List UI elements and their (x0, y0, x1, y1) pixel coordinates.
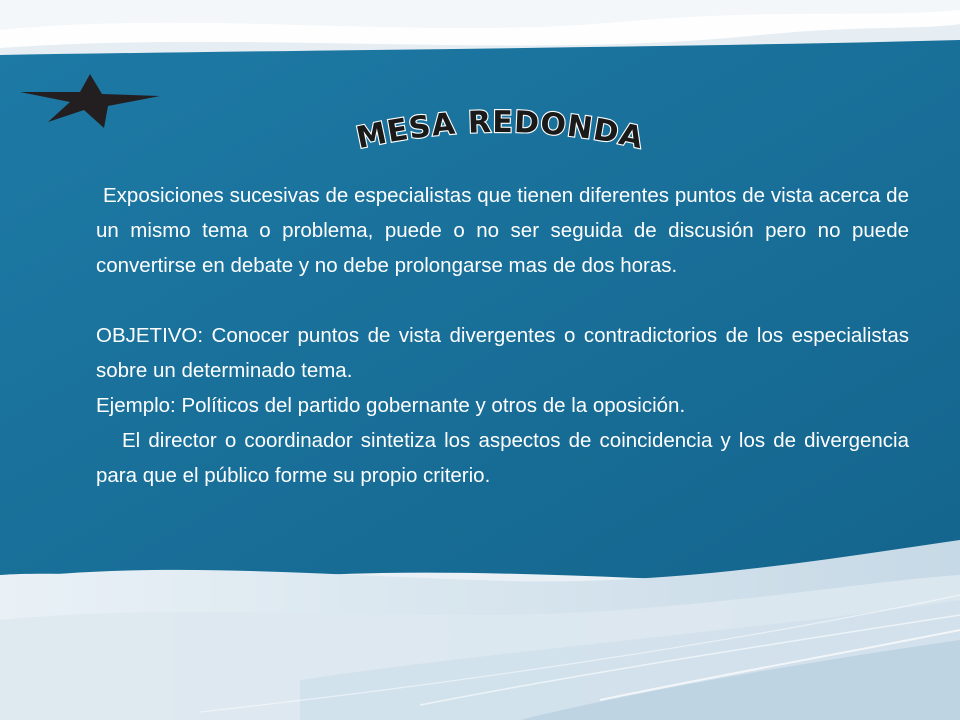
slide-title (330, 100, 670, 170)
director-paragraph: El director o coordinador sintetiza los aspectos de coincidencia y los de divergencia para que el público forme su propio criterio. (96, 429, 909, 487)
example-paragraph: Ejemplo: Políticos del partido gobernante y otros de la oposición. (96, 394, 686, 417)
slide-body (96, 178, 909, 493)
svg-text:MESA REDONDA: MESA REDONDA (353, 104, 647, 157)
intro-paragraph: Exposiciones sucesivas de especialistas que tienen diferentes puntos de vista acerca de un mismo tema o problema, puede o no ser seguida de discusión pero no puede convertirse en debate y no debe prolongarse mas de dos horas. (96, 184, 909, 277)
star-icon (18, 70, 163, 132)
objective-paragraph: OBJETIVO: Conocer puntos de vista divergentes o contradictorios de los especialistas sobre un determinado tema. (96, 324, 909, 382)
